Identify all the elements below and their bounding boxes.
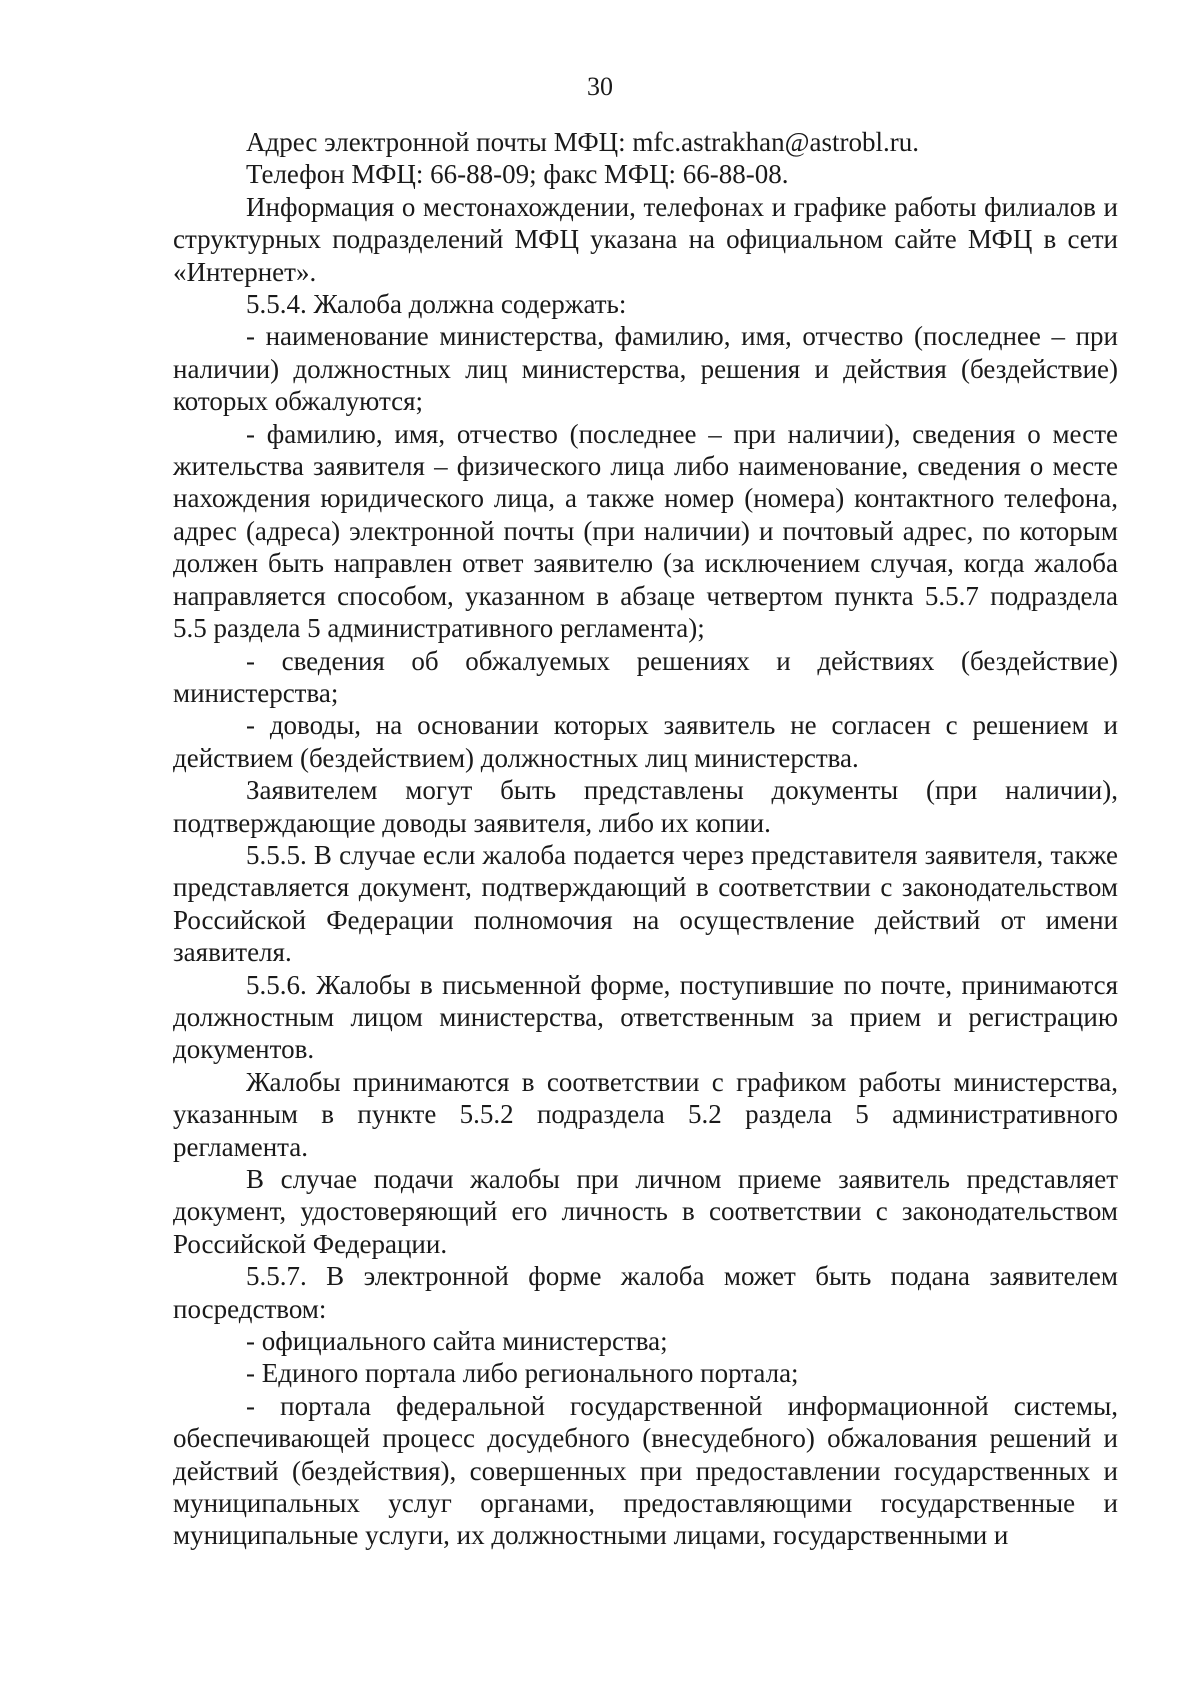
- paragraph-personal-reception: В случае подачи жалобы при личном приеме заявитель представляет документ, удостоверяющий его личность в соответствии с законодательством Российской Федерации.: [173, 1164, 1118, 1259]
- list-item-ministry-officials: - наименование министерства, фамилию, имя, отчество (последнее – при наличии) должностных лиц министерства, решения и действия (бездействие) которых обжалуются;: [173, 321, 1118, 417]
- paragraph-mfc-phone: Телефон МФЦ: 66-88-09; факс МФЦ: 66-88-08.: [246, 159, 789, 190]
- document-body: [173, 126, 1118, 1552]
- paragraph-mfc-email: Адрес электронной почты МФЦ: mfc.astrakhan@astrobl.ru.: [246, 127, 919, 157]
- list-item-appealed-decisions: - сведения об обжалуемых решениях и действиях (бездействие) министерства;: [173, 645, 1118, 708]
- page-number: 30: [587, 72, 613, 101]
- paragraph-5-5-4: 5.5.4. Жалоба должна содержать:: [246, 289, 627, 320]
- list-item-applicant-details: - фамилию, имя, отчество (последнее – при наличии), сведения о месте жительства заявителя – физического лица либо наименование, сведения о месте нахождения юридического лица, а также номер (номера) контактного телефона, адрес (адреса) электронной почты (при наличии) и почтовый адрес, по которым должен быть направлен ответ заявителю (за исключением случая, когда жалоба направляется способом, указанном в абзаце четвертом пункта 5.5.7 подраздела 5.5 раздела 5 административного регламента);: [173, 418, 1118, 644]
- paragraph-5-5-5: 5.5.5. В случае если жалоба подается через представителя заявителя, также представляется документ, подтверждающий в соответствии с законодательством Российской Федерации полномочия на осуществление действий от имени заявителя.: [173, 839, 1118, 968]
- list-item-federal-portal: - портала федеральной государственной информационной системы, обеспечивающей процесс досудебного (внесудебного) обжалования решений и действий (бездействия), совершенных при предоставлении государственных и муниципальных услуг органами, предоставляющими государственные и муниципальные услуги, их должностными лицами, государственными и: [173, 1390, 1118, 1551]
- list-item-arguments: - доводы, на основании которых заявитель не согласен с решением и действием (бездействием) должностных лиц министерства.: [173, 710, 1118, 773]
- paragraph-5-5-6: 5.5.6. Жалобы в письменной форме, поступившие по почте, принимаются должностным лицом министерства, ответственным за прием и регистрацию документов.: [173, 969, 1118, 1065]
- list-item-official-site: - официального сайта министерства;: [246, 1326, 668, 1357]
- paragraph-mfc-branches-info: Информация о местонахождении, телефонах и графике работы филиалов и структурных подразделений МФЦ указана на официальном сайте МФЦ в сети «Интернет».: [173, 191, 1118, 287]
- list-item-unified-portal: - Единого портала либо регионального портала;: [246, 1358, 799, 1389]
- paragraph-schedule: Жалобы принимаются в соответствии с графиком работы министерства, указанным в пункте 5.5.2 подраздела 5.2 раздела 5 административного регламента.: [173, 1066, 1118, 1162]
- paragraph-5-5-7: 5.5.7. В электронной форме жалоба может быть подана заявителем посредством:: [173, 1261, 1118, 1324]
- paragraph-supporting-documents: Заявителем могут быть представлены документы (при наличии), подтверждающие доводы заявителя, либо их копии.: [173, 775, 1118, 838]
